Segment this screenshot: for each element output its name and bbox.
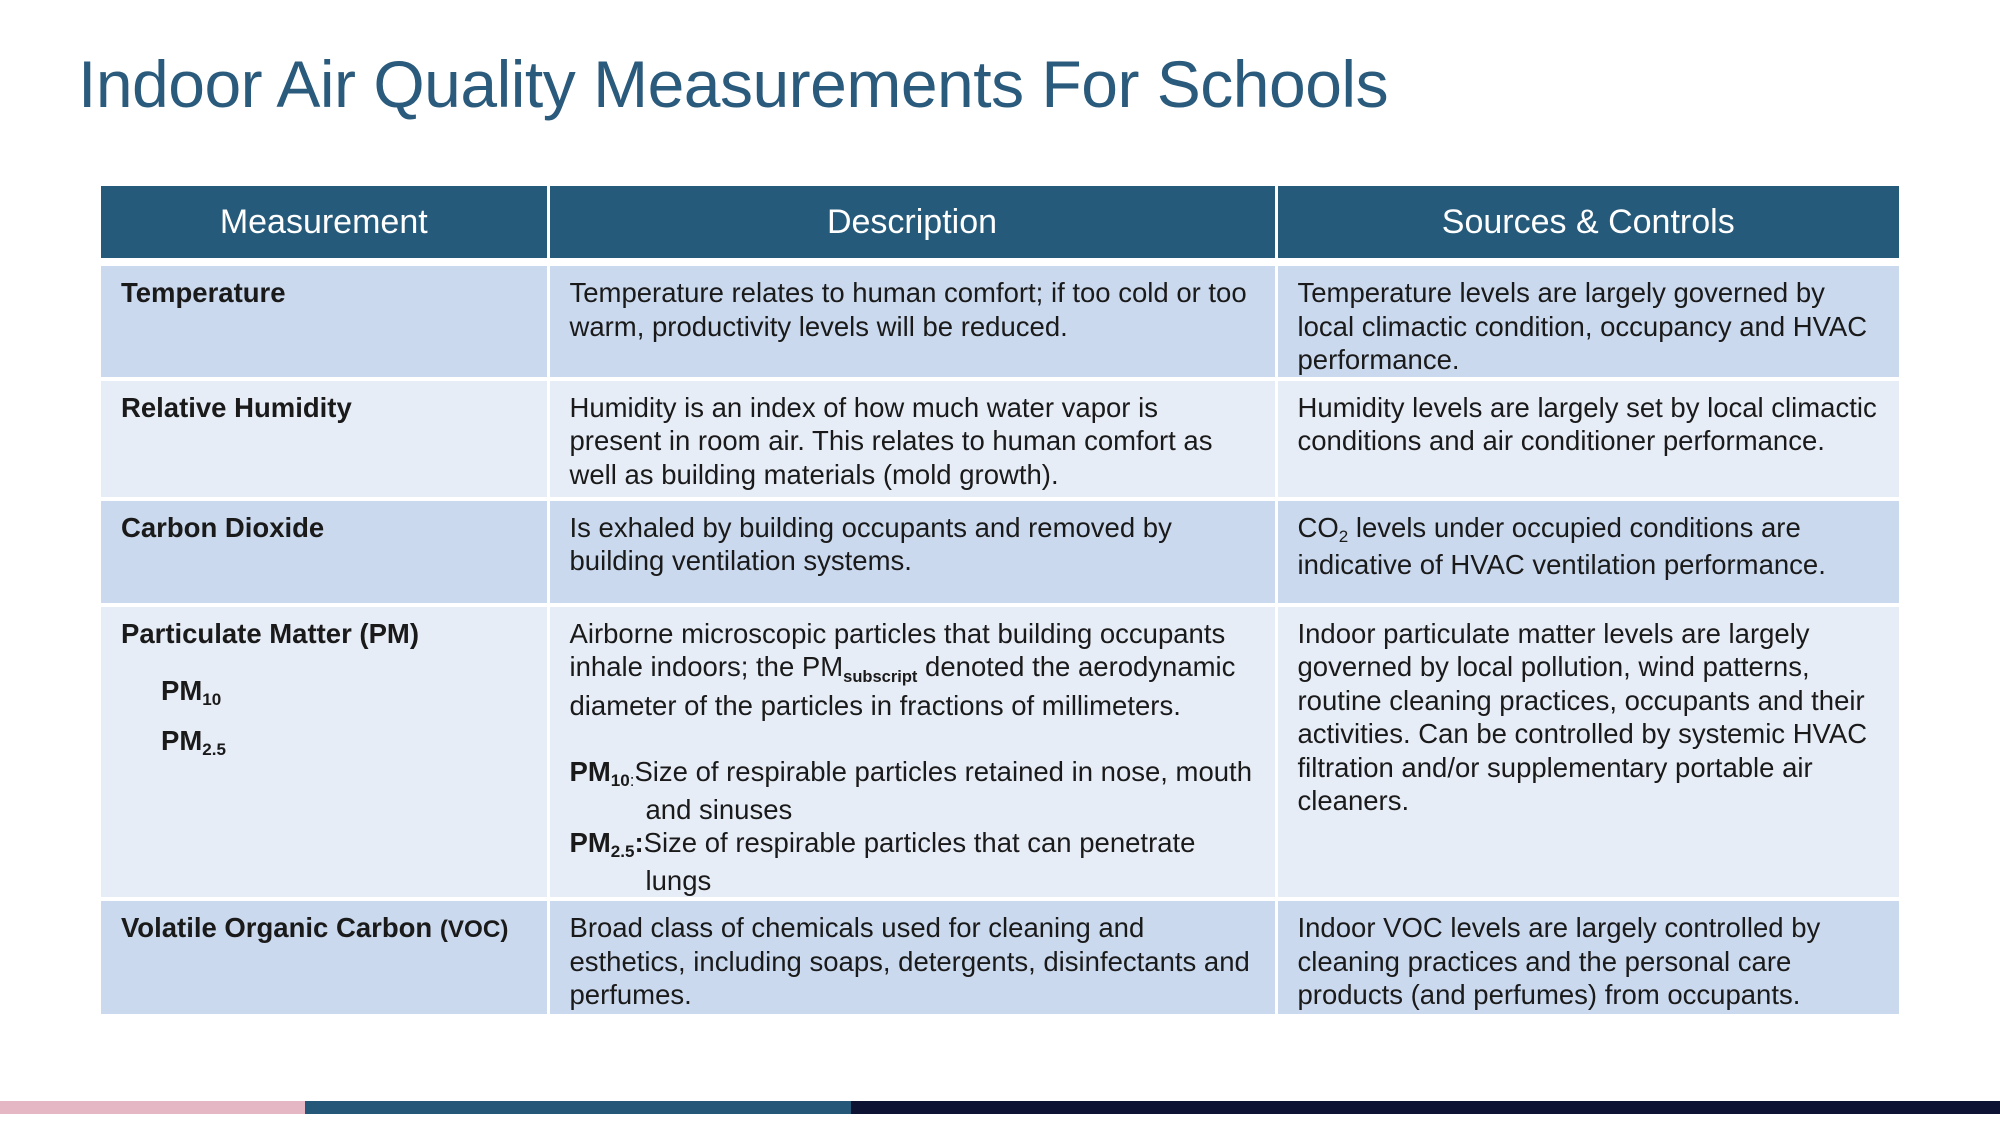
measurement-abbr: (VOC): [439, 916, 509, 943]
pm10-base: PM: [161, 675, 203, 706]
table-header-row: [101, 186, 1899, 262]
measurement-cell: [101, 899, 548, 1016]
description-cell: Broad class of chemicals used for cleaning and esthetics, including soaps, detergents, disinfectants and perfumes.: [548, 899, 1276, 1016]
sources-cell: [1276, 499, 1899, 605]
measurement-name: Carbon Dioxide: [121, 511, 325, 543]
pm-description: [570, 617, 1257, 723]
pm25-definition: [570, 826, 1257, 897]
measurement-cell: [101, 605, 548, 900]
pm10-def-label: PM: [569, 756, 611, 787]
sources-cell: Temperature levels are largely governed by local climactic condition, occupancy and HVAC performance.: [1276, 262, 1899, 379]
pm10-def-text: Size of respirable particles retained in nose, mouth and sinuses: [634, 756, 1252, 825]
pm-desc-part-b: denoted the aerodynamic diameter of the particles in fractions of millimeters.: [569, 651, 1236, 721]
measurement-name: Particulate Matter (PM): [121, 617, 419, 649]
footer-bar-pink: [0, 1101, 305, 1114]
pm10-item: [121, 674, 529, 712]
sources-cell: Indoor particulate matter levels are largely governed by local pollution, wind patterns, routine cleaning practices, occupants and their activities. Can be controlled by systemic HVAC filtration and/or supplementary portable air cleaners.: [1276, 605, 1899, 900]
pm25-def-sep: :: [634, 827, 644, 858]
pm10-definition: [570, 755, 1257, 826]
table-row-temperature: [101, 262, 1899, 379]
pm25-def-label: PM: [569, 827, 611, 858]
description-cell: Is exhaled by building occupants and removed by building ventilation systems.: [548, 499, 1276, 605]
table-row-particulate-matter: [101, 605, 1899, 900]
measurement-cell: [101, 379, 548, 499]
sources-cell: Indoor VOC levels are largely controlled by cleaning practices and the personal care products (and perfumes) from occupants.: [1276, 899, 1899, 1016]
header-measurement: Measurement: [101, 186, 548, 262]
header-sources-controls: Sources & Controls: [1276, 186, 1899, 262]
measurement-cell: [101, 499, 548, 605]
co2-text: levels under occupied conditions are indicative of HVAC ventilation performance.: [1297, 511, 1826, 580]
measurement-name: Temperature: [121, 277, 286, 308]
sources-cell: Humidity levels are largely set by local climactic conditions and air conditioner performance.: [1276, 379, 1899, 499]
footer-bar-navy: [851, 1101, 2000, 1114]
table-row-carbon-dioxide: [101, 499, 1899, 605]
pm10-def-sub: 10: [610, 771, 630, 791]
pm10-def-sep: :: [629, 771, 635, 791]
measurement-name: Volatile Organic Carbon: [121, 912, 433, 943]
description-cell: Temperature relates to human comfort; if too cold or too warm, productivity levels will be reduced.: [548, 262, 1276, 379]
pm-desc-part-a: Airborne microscopic particles that building occupants inhale indoors; the PM: [569, 617, 1226, 682]
measurement-cell: [101, 262, 548, 379]
description-cell: Humidity is an index of how much water vapor is present in room air. This relates to human comfort as well as building materials (mold growth).: [548, 379, 1276, 499]
pm25-item: [121, 724, 529, 762]
co2-subscript: 2: [1338, 526, 1349, 546]
pm25-def-sub: 2.5: [610, 842, 635, 862]
pm25-base: PM: [161, 724, 203, 756]
pm25-sub: 2.5: [202, 739, 226, 759]
pm25-def-text: Size of respirable particles that can penetrate lungs: [643, 827, 1196, 896]
table-row-voc: [101, 899, 1899, 1016]
co2-prefix: CO: [1297, 511, 1339, 543]
footer-bar-blue: [305, 1101, 851, 1114]
pm10-sub: 10: [202, 690, 222, 710]
measurement-name: Relative Humidity: [121, 391, 352, 423]
iaq-table: [101, 186, 1899, 1018]
page-title: Indoor Air Quality Measurements For Schools: [78, 47, 1389, 121]
table-row-humidity: [101, 379, 1899, 499]
pm-desc-subscript: subscript: [843, 667, 918, 686]
header-description: Description: [548, 186, 1276, 262]
description-cell: [548, 605, 1276, 900]
